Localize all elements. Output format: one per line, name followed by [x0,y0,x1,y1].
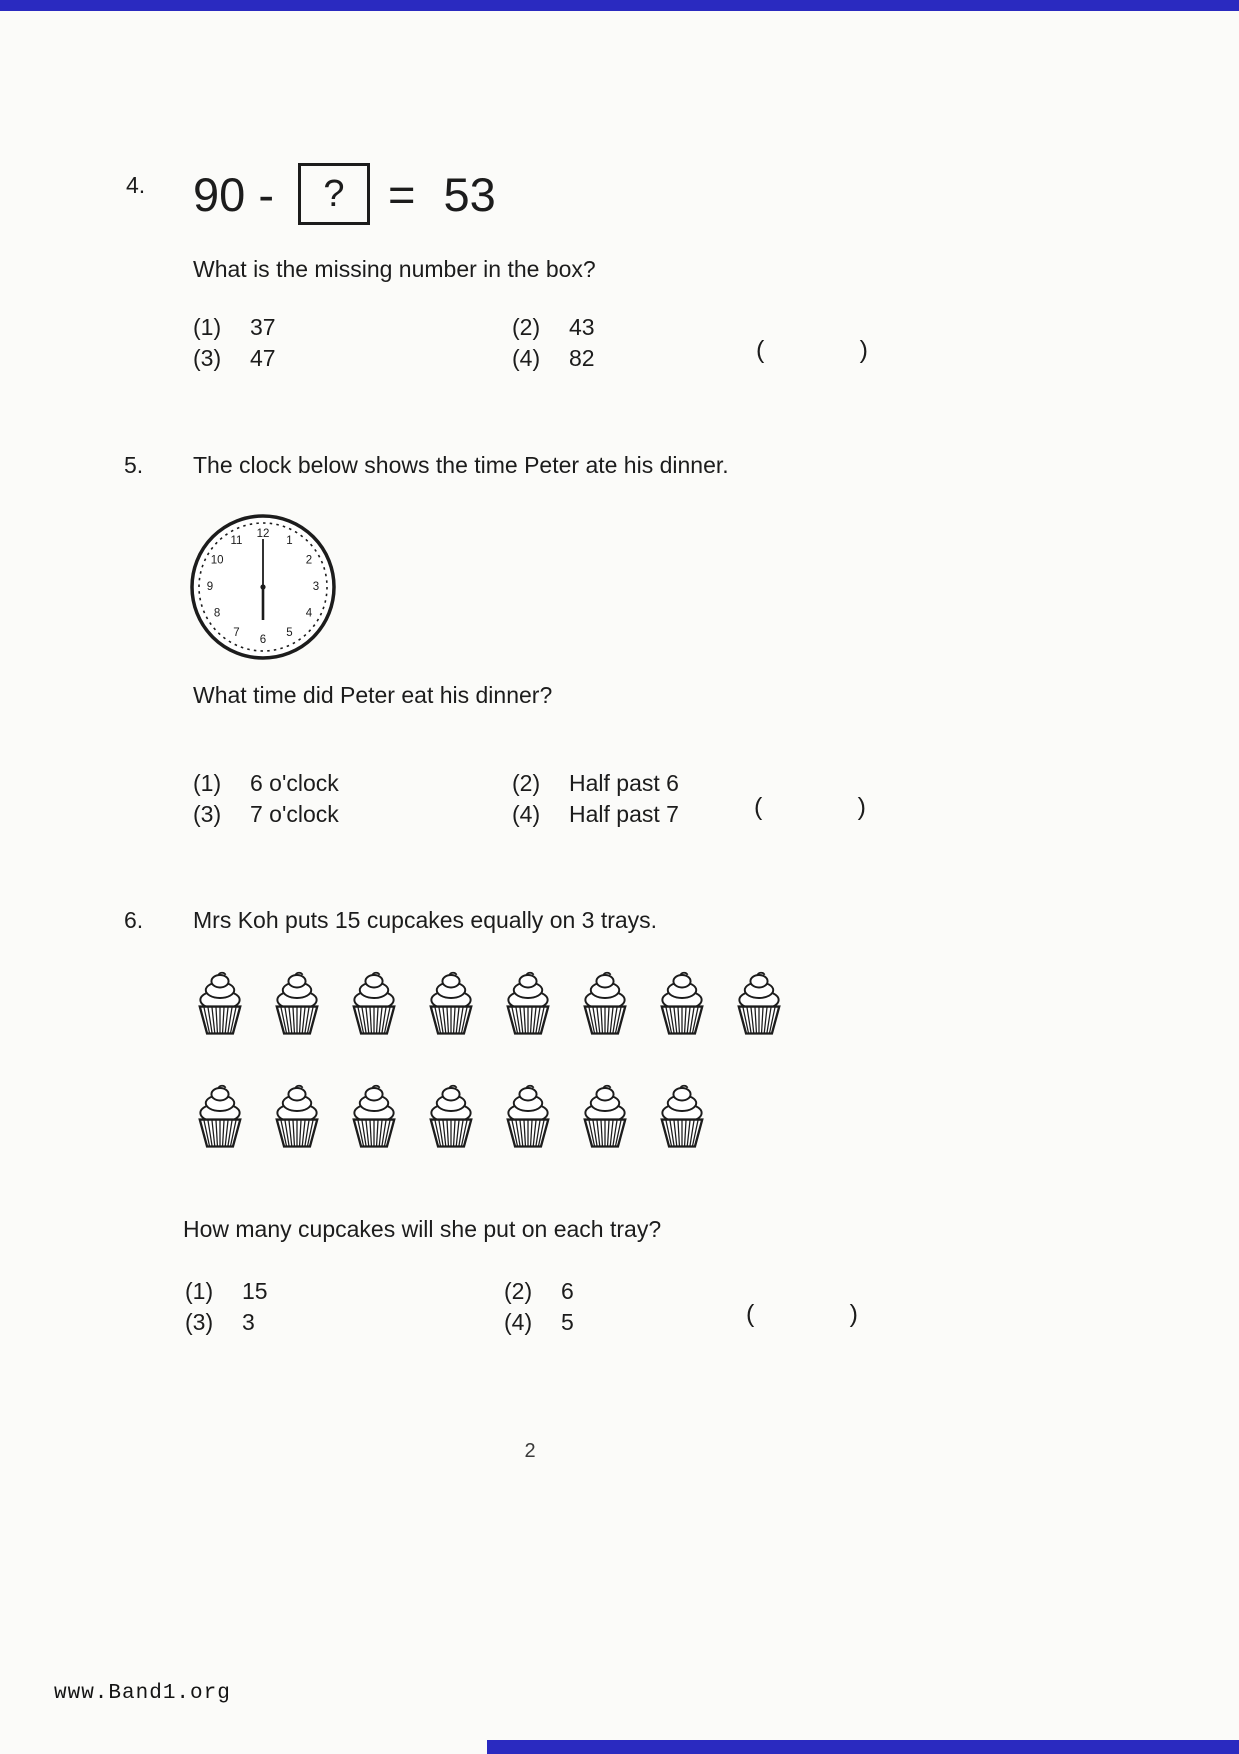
clock-number: 8 [213,607,221,620]
q4-options [193,312,595,374]
clock-number: 3 [312,581,320,593]
option-value: 43 [569,314,595,340]
clock-number: 7 [233,626,240,639]
q6-options [185,1276,574,1338]
option-value: 3 [242,1309,255,1335]
clock-number: 12 [256,528,270,540]
q5-stem: The clock below shows the time Peter ate his dinner. [193,452,729,478]
site-url-watermark: www.Band1.org [54,1682,231,1705]
option-value: 37 [250,314,276,340]
clock-number: 11 [230,535,243,548]
bracket-close: ) [857,793,866,821]
q4-equation [193,163,496,225]
option-row [193,343,595,374]
option-label: (2) [512,314,541,340]
clock-image [188,512,338,662]
option-value: Half past 7 [569,801,679,827]
page-number: 2 [524,1440,536,1462]
q4-prompt: What is the missing number in the box? [193,256,596,282]
question-number: 6. [124,907,144,933]
bracket-open: ( [746,1300,755,1328]
cupcake-icon [183,1075,257,1159]
clock-number: 10 [210,554,224,567]
cupcake-icon [260,962,334,1046]
option-label: (3) [193,801,222,827]
option-value: 15 [242,1278,268,1304]
option-value: 7 o'clock [250,801,339,827]
option-label: (3) [193,345,222,371]
cupcake-icon [568,1075,642,1159]
bracket-close: ) [849,1300,858,1328]
option-row [193,768,679,799]
bracket-open: ( [754,793,763,821]
option-value: 6 o'clock [250,770,339,796]
cupcake-icon [183,962,257,1046]
bracket-open: ( [756,336,765,364]
bottom-scan-bar [487,1740,1239,1754]
option-label: (2) [512,770,541,796]
q5-prompt: What time did Peter eat his dinner? [193,682,553,708]
option-row [185,1307,574,1338]
question-number: 5. [124,452,144,478]
cupcake-row-2 [183,1075,719,1159]
bracket-close: ) [859,336,868,364]
cupcake-icon [645,962,719,1046]
option-label: (1) [193,770,222,796]
equation-rhs: 53 [443,167,496,221]
cupcake-icon [337,1075,411,1159]
clock-number: 6 [259,634,267,646]
option-label: (1) [193,314,222,340]
cupcake-icon [414,1075,488,1159]
option-row [193,799,679,830]
clock-number: 9 [206,581,214,593]
option-row [193,312,595,343]
cupcake-icon [568,962,642,1046]
cupcake-icon [260,1075,334,1159]
q5-options [193,768,679,830]
cupcake-icon [491,1075,565,1159]
clock-number: 5 [286,626,293,639]
cupcake-icon [414,962,488,1046]
option-value: 82 [569,345,595,371]
cupcake-icon [722,962,796,1046]
question-number: 4. [126,172,146,198]
option-value: Half past 6 [569,770,679,796]
option-label: (3) [185,1309,214,1335]
equals-sign: = [388,167,416,221]
q6-stem: Mrs Koh puts 15 cupcakes equally on 3 trays. [193,907,658,933]
option-label: (4) [512,345,541,371]
option-row [185,1276,574,1307]
cupcake-icon [645,1075,719,1159]
clock-number: 1 [286,535,293,548]
q6-answer-brackets [746,1300,858,1329]
top-scan-bar [0,0,1239,11]
option-label: (4) [512,801,541,827]
option-value: 5 [561,1309,574,1335]
equation-lhs: 90 - [193,167,274,221]
q4-answer-brackets [756,336,868,365]
clock-center-dot [260,584,265,589]
missing-number-box: ? [298,163,370,225]
clock-number: 4 [305,607,313,620]
option-value: 6 [561,1278,574,1304]
option-label: (2) [504,1278,533,1304]
q5-answer-brackets [754,793,866,822]
option-value: (4) [504,1309,533,1335]
option-value: 47 [250,345,276,371]
option-label: (1) [185,1278,214,1304]
cupcake-icon [491,962,565,1046]
cupcake-row-1 [183,962,796,1046]
clock-number: 2 [305,554,313,567]
cupcake-icon [337,962,411,1046]
q6-prompt: How many cupcakes will she put on each tray? [183,1216,662,1242]
